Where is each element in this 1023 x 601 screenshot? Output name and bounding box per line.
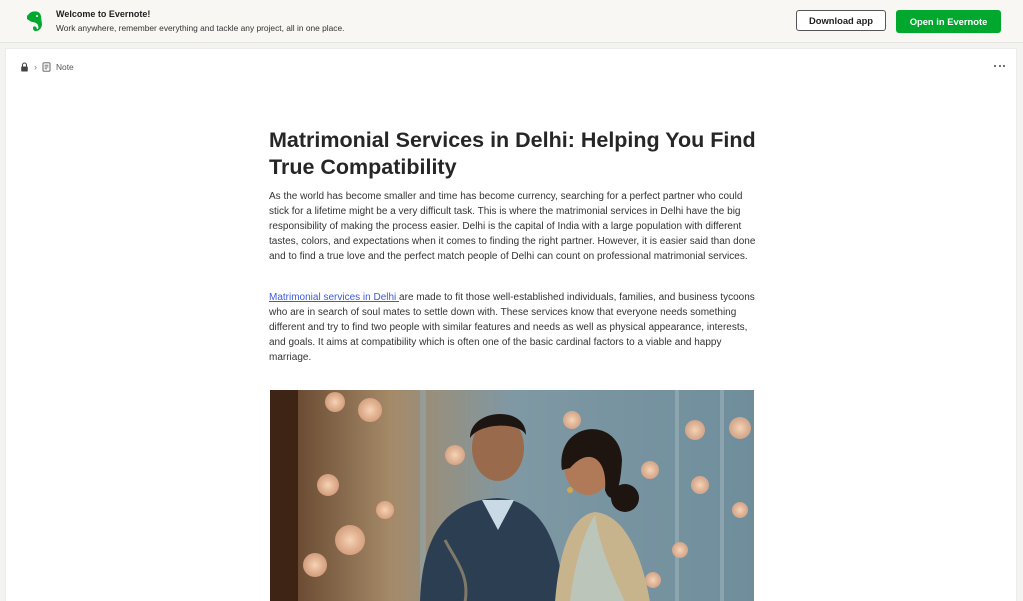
note-paragraph-2 [269, 290, 759, 365]
lock-icon [20, 62, 29, 72]
download-app-button[interactable]: Download app [796, 10, 886, 31]
banner-subtitle: Work anywhere, remember everything and tackle any project, all in one place. [56, 23, 345, 33]
couple-photo-illustration [270, 390, 754, 601]
welcome-banner [0, 0, 1023, 43]
note-paragraph-1: As the world has become smaller and time has become currency, searching for a perfect partner who could stick for a lifetime might be a very difficult task. This is where the matrimonial services in Delhi have the big responsibility of making the process easier. Delhi is the capital of India with a large population with different tastes, colors, and expectations when it comes to finding the right partner. However, it is easier said than done and to find a true love and the perfect match people of Delhi can count on professional matrimonial services. [269, 191, 756, 262]
note-paragraph-2-text: are made to fit those well-established individuals, families, and business tycoons who are in search of soul mates to settle down with. These services know that everyone needs something different and try to find two people with similar features and needs as well as physical appearance, interests, and goals. It aims at compatibility which is often one of the basic cardinal factors to a viable and happy marriage. [269, 292, 755, 363]
chevron-right-icon: › [34, 62, 37, 72]
note-content [269, 127, 759, 365]
couple-photo [270, 390, 754, 601]
breadcrumb-note-label[interactable]: Note [56, 62, 74, 72]
note-card [5, 48, 1017, 601]
note-icon [42, 62, 51, 72]
more-horizontal-icon[interactable] [994, 65, 1006, 69]
breadcrumb [20, 61, 74, 73]
note-title: Matrimonial Services in Delhi: Helping You Find True Compatibility [269, 128, 756, 179]
open-in-evernote-button[interactable]: Open in Evernote [896, 10, 1001, 33]
matrimonial-services-link[interactable]: Matrimonial services in Delhi [269, 292, 400, 303]
evernote-elephant-icon [25, 10, 45, 32]
banner-title: Welcome to Evernote! [56, 9, 151, 19]
